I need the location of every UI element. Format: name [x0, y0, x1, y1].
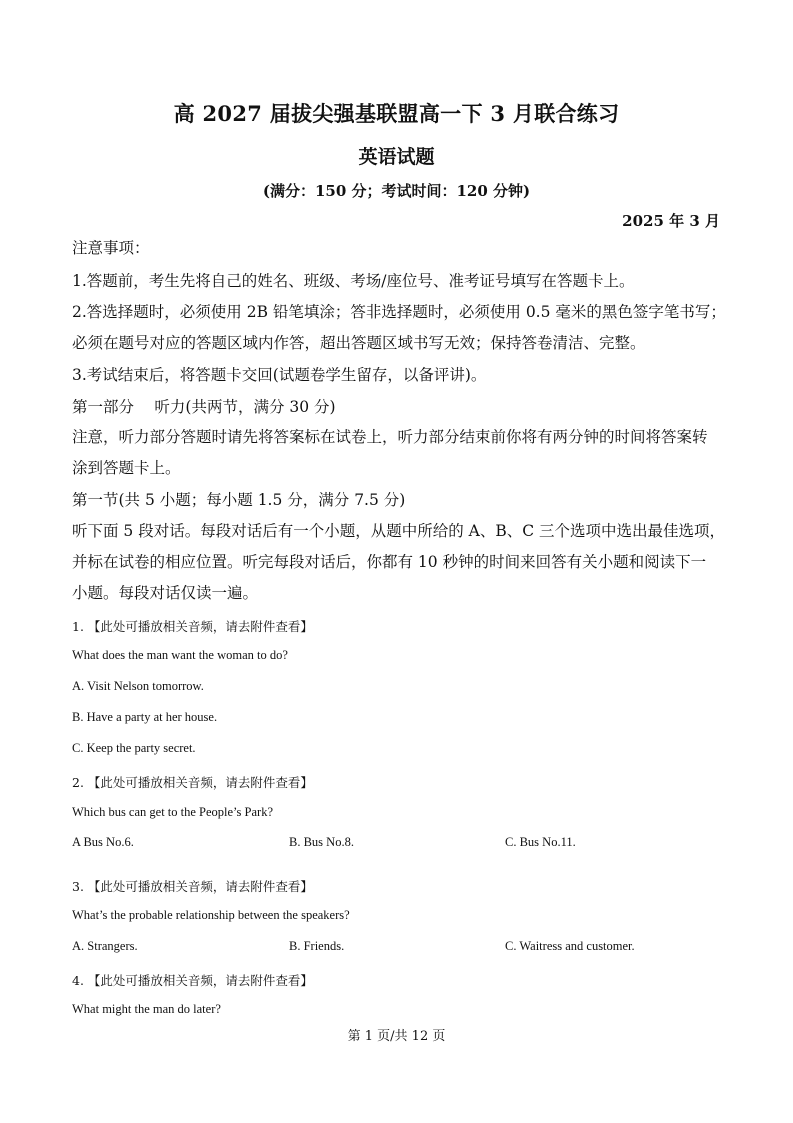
section1-heading: 第一节(共 5 小题；每小题 1.5 分，满分 7.5 分)	[72, 491, 406, 509]
question-1-audio-note: 1. 【此处可播放相关音频，请去附件查看】	[72, 619, 313, 634]
exam-title: 高 2027 届拔尖强基联盟高一下 3 月联合练习	[173, 101, 620, 126]
question-2-audio-note: 2. 【此处可播放相关音频，请去附件查看】	[72, 775, 313, 790]
section1-line-3: 小题。每段对话仅读一遍。	[72, 584, 259, 602]
notice-item-2-line-2: 必须在题号对应的答题区域内作答，超出答题区域书写无效；保持答卷清洁、完整。	[72, 334, 646, 352]
notice-heading: 注意事项：	[72, 239, 150, 257]
exam-subtitle: 英语试题	[358, 146, 435, 168]
section1-line-1: 听下面 5 段对话。每段对话后有一个小题，从题中所给的 A、B、C 三个选项中选出最佳选项，	[72, 522, 726, 540]
question-3-option-b: B. Friends.	[289, 939, 345, 953]
question-3-audio-note: 3. 【此处可播放相关音频，请去附件查看】	[72, 879, 313, 894]
question-2-text: Which bus can get to the People’s Park?	[72, 805, 273, 819]
part1-instruction-line-2: 涂到答题卡上。	[72, 459, 181, 477]
question-4-audio-note: 4. 【此处可播放相关音频，请去附件查看】	[72, 973, 313, 988]
question-4-text: What might the man do later?	[72, 1002, 221, 1016]
part1-instruction-line-1: 注意，听力部分答题时请先将答案标在试卷上，听力部分结束前你将有两分钟的时间将答案转	[72, 428, 708, 446]
question-2-option-c: C. Bus No.11.	[505, 835, 576, 849]
question-3-text: What’s the probable relationship between the speakers?	[72, 908, 350, 922]
notice-item-2-line-1: 2.答选择题时，必须使用 2B 铅笔填涂；答非选择题时，必须使用 0.5 毫米的黑色签字笔书写；	[72, 303, 726, 321]
question-3-option-c: C. Waitress and customer.	[505, 939, 635, 953]
question-3-option-a: A. Strangers.	[72, 939, 138, 953]
question-1-text: What does the man want the woman to do?	[72, 648, 288, 662]
notice-item-3: 3.考试结束后，将答题卡交回(试题卷学生留存，以备评讲)。	[72, 366, 487, 384]
exam-date: 2025 年 3 月	[622, 212, 720, 230]
question-1-option-b: B. Have a party at her house.	[72, 710, 218, 724]
score-note: (满分：150 分；考试时间：120 分钟)	[262, 182, 531, 200]
part1-heading: 第一部分 听力(共两节，满分 30 分)	[72, 398, 336, 416]
question-1-option-c: C. Keep the party secret.	[72, 741, 196, 755]
question-1-option-a: A. Visit Nelson tomorrow.	[72, 679, 204, 693]
question-2-option-b: B. Bus No.8.	[289, 835, 354, 849]
section1-line-2: 并标在试卷的相应位置。听完每段对话后，你都有 10 秒钟的时间来回答有关小题和阅读下一	[72, 553, 707, 571]
notice-item-1: 1.答题前，考生先将自己的姓名、班级、考场/座位号、准考证号填写在答题卡上。	[72, 272, 635, 290]
question-2-option-a: A Bus No.6.	[72, 835, 134, 849]
page-indicator: 第 1 页/共 12 页	[347, 1029, 446, 1044]
